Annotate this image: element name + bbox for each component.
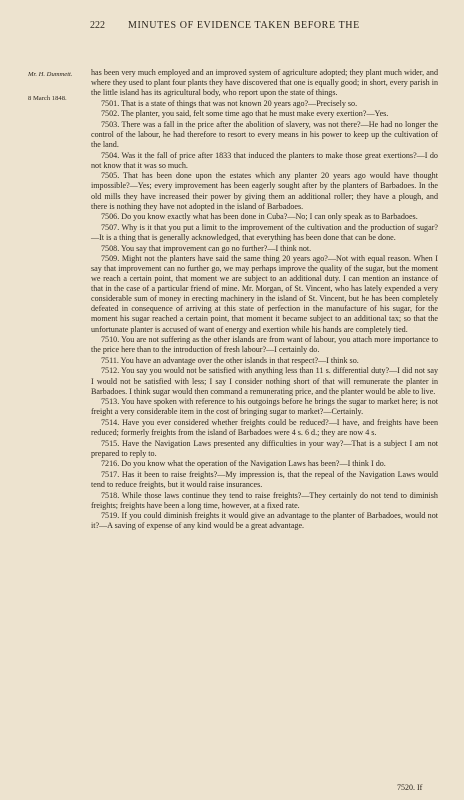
date-sidenote: 8 March 1848. xyxy=(28,95,67,102)
paragraph-text: Do you know exactly what has been done in Cuba?—No; I can only speak as to Barbadoes. xyxy=(121,212,418,222)
question-number: 7505. xyxy=(101,171,120,181)
question-number: 7501. xyxy=(101,98,120,108)
paragraph-text: Why is it that you put a limit to the improvement of the cultivation and the production of sugar?—It is a thing that is generally acknowledged, that everything has been done that can be done. xyxy=(91,222,438,242)
question-paragraph xyxy=(91,335,438,355)
question-number: 7504. xyxy=(101,150,120,160)
paragraph-text: While those laws continue they tend to raise freights?—They certainly do not tend to diminish freights; freights have been a long time, however, at a fixed rate. xyxy=(91,490,438,510)
question-number: 7512. xyxy=(101,366,120,376)
question-number: 7513. xyxy=(101,397,120,407)
paragraph-text: You have an advantage over the other islands in that respect?—I think so. xyxy=(120,355,359,365)
continued-paragraph xyxy=(91,68,438,98)
question-number: 7506. xyxy=(101,212,120,222)
question-paragraph xyxy=(91,418,438,438)
question-number: 7510. xyxy=(101,335,120,345)
paragraph-text: Might not the planters have said the same thing 20 years ago?—Not with equal reason. When I say that improvement can no further go, we may perhaps improve the quality of the sugar, but the moment we reach a certain point, that moment we are subject to an additional duty. I can mention an instance of that in the case of a particular friend of mine. Mr. Morgan, of St. Vincent, who has lately expended a very considerable sum of money in erecting machinery in the island of St. Vincent, but he has been completely defeated in consequence of arriving at this state of perfection in the manufacture of his sugar, for the moment his sugar reached a certain point, that moment it became subject to an additional tax; so that the unfortunate planter is accused of want of energy and exertion while his hands are completely tied. xyxy=(91,254,438,334)
question-paragraph xyxy=(91,397,438,417)
paragraph-text: Was it the fall of price after 1833 that induced the planters to make those great exertions?—I do not know that it was so much. xyxy=(91,150,438,170)
question-paragraph xyxy=(91,109,438,119)
paragraph-text: Do you know what the operation of the Navigation Laws has been?—I think I do. xyxy=(121,459,386,469)
question-paragraph xyxy=(91,366,438,396)
question-number: 7511. xyxy=(101,355,119,365)
question-paragraph xyxy=(91,254,438,334)
paragraph-text: If you could diminish freights it would give an advantage to the planter of Barbadoes, would not it?—A saving of expense of any kind would be a great advantage. xyxy=(91,511,438,531)
question-number: 7216. xyxy=(101,459,120,469)
question-paragraph xyxy=(91,244,438,254)
paragraph-text: Has it been to raise freights?—My impression is, that the repeal of the Navigation Laws would tend to reduce freights, but it would raise insurances. xyxy=(91,469,438,489)
question-number: 7519. xyxy=(101,511,120,521)
question-paragraph xyxy=(91,511,438,531)
paragraph-text: has been very much employed and an improved system of agriculture adopted; they plant much wider, and where they used to plant four plants they have discovered that one is equally good; in short, every parish in the little island has its agricultural body, who report upon the state of things. xyxy=(91,68,438,98)
paragraph-text: Have you ever considered whether freights could be reduced?—I have, and freights have been reduced; formerly freights from the island of Barbadoes were 4 s. 6 d.; they are now 4 s. xyxy=(91,417,438,437)
witness-sidenote: Mr. H. Dummett. xyxy=(28,71,73,78)
paragraph-text: Have the Navigation Laws presented any difficulties in your way?—That is a subject I am not prepared to reply to. xyxy=(91,438,438,458)
question-paragraph xyxy=(91,151,438,171)
question-paragraph xyxy=(91,99,438,109)
question-paragraph xyxy=(91,120,438,150)
question-paragraph xyxy=(91,356,438,366)
question-paragraph xyxy=(91,171,438,211)
paragraph-text: You say that improvement can go no further?—I think not. xyxy=(120,243,312,253)
paragraph-text: The planter, you said, felt some time ago that he must make every exertion?—Yes. xyxy=(121,109,389,119)
question-number: 7509. xyxy=(101,254,120,264)
catchword: 7520. If xyxy=(397,783,423,792)
paragraph-text: You are not suffering as the other islands are from want of labour, you attach more importance to the price here than to the introduction of fresh labour?—I certainly do. xyxy=(91,335,438,355)
question-number: 7507. xyxy=(101,222,120,232)
question-number: 7515. xyxy=(101,438,120,448)
paragraph-text: You have spoken with reference to his outgoings before he brings the sugar to market here; is not freight a very considerable item in the cost of bringing sugar to market?—Certainly. xyxy=(91,397,438,417)
running-title: MINUTES OF EVIDENCE TAKEN BEFORE THE xyxy=(128,20,360,31)
question-paragraph xyxy=(91,212,438,222)
question-number: 7508. xyxy=(101,243,120,253)
paragraph-text: That has been done upon the estates which any planter 20 years ago would have thought impossible?—Yes; every improvement has been eagerly sought after by the planters of Barbadoes. In the old mills they have increased their power by giving them an additional roller; they have a plough, and there is nothing they have not adopted in the island of Barbadoes. xyxy=(91,171,438,211)
question-number: 7514. xyxy=(101,417,120,427)
question-paragraph xyxy=(91,470,438,490)
question-paragraph xyxy=(91,439,438,459)
question-number: 7518. xyxy=(101,490,120,500)
paragraph-text: That is a state of things that was not known 20 years ago?—Precisely so. xyxy=(121,98,358,108)
paragraph-text: There was a fall in the price after the abolition of slavery, was not there?—He had no longer the control of the labour, he had therefore to resort to every means in his power to keep up the cultivation of the land. xyxy=(91,120,438,150)
running-header xyxy=(0,20,464,36)
question-paragraph xyxy=(91,459,438,469)
paragraph-text: You say you would not be satisfied with anything less than 11 s. differential duty?—I did not say I would not be satisfied with less; I say I consider nothing short of that will remunerate the planter in Barbadoes. I think sugar would then command a remunerating price, and the planter would be able to live. xyxy=(91,366,439,396)
page-number: 222 xyxy=(90,20,105,31)
question-paragraph xyxy=(91,491,438,511)
evidence-text xyxy=(91,68,438,532)
question-number: 7503. xyxy=(101,120,120,130)
question-number: 7517. xyxy=(101,469,120,479)
question-paragraph xyxy=(91,223,438,243)
question-number: 7502. xyxy=(101,109,120,119)
